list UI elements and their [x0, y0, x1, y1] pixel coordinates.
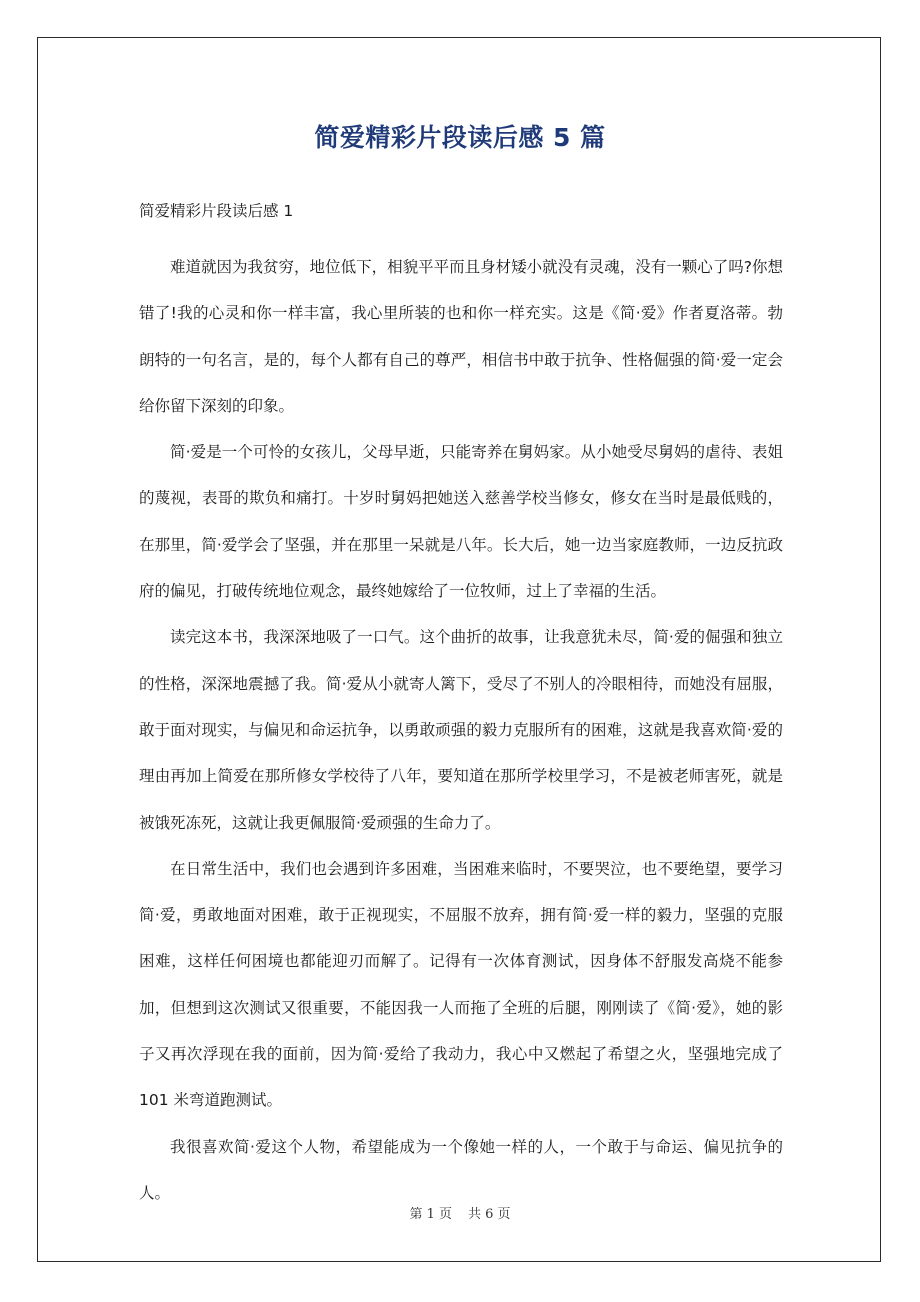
document-title: 简爱精彩片段读后感 5 篇 — [314, 123, 606, 152]
paragraph: 简·爱是一个可怜的女孩儿，父母早逝，只能寄养在舅妈家。从小她受尽舅妈的虐待、表姐的蔑视，表哥的欺负和痛打。十岁时舅妈把她送入慈善学校当修女，修女在当时是最低贱的，在那里，简·爱学会了坚强，并在那里一呆就是八年。长大后，她一边当家庭教师，一边反抗政府的偏见，打破传统地位观念，最终她嫁给了一位牧师，过上了幸福的生活。 — [139, 443, 783, 601]
paragraph: 读完这本书，我深深地吸了一口气。这个曲折的故事，让我意犹未尽，简·爱的倔强和独立的性格，深深地震撼了我。简·爱从小就寄人篱下，受尽了不别人的冷眼相待，而她没有屈服，敢于面对现实，与偏见和命运抗争，以勇敢顽强的毅力克服所有的困难，这就是我喜欢简·爱的理由再加上简爱在那所修女学校待了八年，要知道在那所学校里学习，不是被老师害死，就是被饿死冻死，这就让我更佩服简·爱顽强的生命力了。 — [139, 628, 783, 832]
paragraph: 我很喜欢简·爱这个人物，希望能成为一个像她一样的人，一个敢于与命运、偏见抗争的人。 — [139, 1137, 783, 1202]
total-pages-label: 共 6 页 — [468, 1207, 511, 1222]
current-page-label: 第 1 页 — [409, 1207, 452, 1222]
paragraph: 难道就因为我贫穷，地位低下，相貌平平而且身材矮小就没有灵魂，没有一颗心了吗?你想错了!我的心灵和你一样丰富，我心里所装的也和你一样充实。这是《简·爱》作者夏洛蒂。勃朗特的一句名言，是的，每个人都有自己的尊严，相信书中敢于抗争、性格倔强的简·爱一定会给你留下深刻的印象。 — [139, 258, 783, 415]
document-body — [139, 244, 783, 1216]
paragraph: 在日常生活中，我们也会遇到许多困难，当困难来临时，不要哭泣，也不要绝望，要学习简·爱，勇敢地面对困难，敢于正视现实，不屈服不放弃，拥有简·爱一样的毅力，坚强的克服困难，这样任何困境也都能迎刃而解了。记得有一次体育测试，因身体不舒服发高烧不能参加，但想到这次测试又很重要，不能因我一人而拖了全班的后腿，刚刚读了《简·爱》，她的影子又再次浮现在我的面前，因为简·爱给了我动力，我心中又燃起了希望之火，坚强地完成了 101 米弯道跑测试。 — [139, 859, 783, 1110]
page-footer — [0, 1205, 920, 1225]
section-heading: 简爱精彩片段读后感 1 — [139, 202, 294, 220]
